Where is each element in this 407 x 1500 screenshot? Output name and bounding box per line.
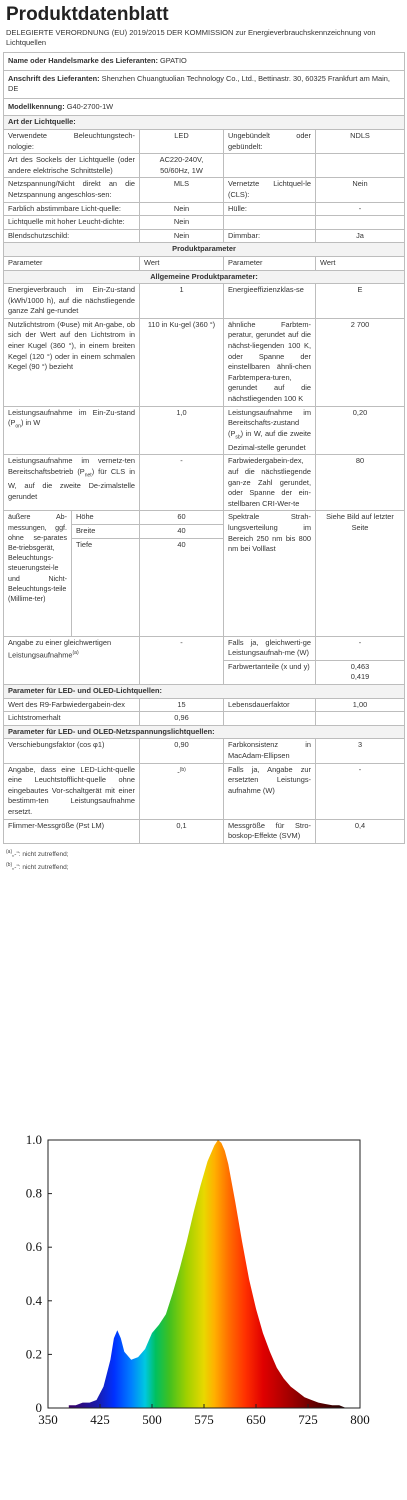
footnote-b: $^{(b)}$„-": nicht zutreffend;	[6, 861, 69, 872]
spd-label: Spektrale Strah-lungsverteilung im Bereich 250 nm bis 800 nm bei Volllast	[224, 511, 316, 636]
equiv-value: -	[140, 636, 224, 684]
r9-value: 15	[140, 698, 224, 712]
efficiency-value: E	[316, 284, 405, 319]
empty-cell	[224, 712, 316, 726]
energy-label: Energieverbrauch im Ein-Zu-stand (kWh/1000 h), auf die nächstliegende ganze Zahl ge-rundet	[4, 284, 140, 319]
svm-label: Messgröße für Stro-boskop-Effekte (SVM)	[224, 819, 316, 843]
spectrum-chart	[0, 1120, 407, 1500]
type-label: Dimmbar:	[224, 229, 316, 243]
y-tick-label: 1.0	[25, 1132, 42, 1147]
general-params-header	[4, 270, 405, 284]
type-label: Vernetzte Lichtquel-le (CLS):	[224, 178, 316, 202]
type-value: -	[316, 202, 405, 216]
type-row	[4, 202, 405, 216]
param-row	[4, 739, 405, 763]
footnotes	[0, 844, 407, 876]
model-row	[4, 98, 405, 116]
param-row	[4, 698, 405, 712]
spectrum-area	[69, 1140, 346, 1408]
y-tick-label: 0.6	[25, 1239, 42, 1255]
flux-label: Nutzlichtstrom (Φuse) mit An-gabe, ob sich der Wert auf den Lichtstrom in einer Kugel (360 °), in einem breiten Kegel (120 °) oder in einem schmalen Kegel (90 °) bezieht	[4, 318, 140, 406]
energy-value: 1	[140, 284, 224, 319]
x-tick-label: 800	[350, 1412, 370, 1427]
macadam-label: Farbkonsistenz in MacAdam-Ellipsen	[224, 739, 316, 763]
flicker-label: Flimmer-Messgröße (Pst LM)	[4, 819, 140, 843]
supplier-address-label: Anschrift des Lieferanten:	[8, 73, 100, 83]
column-header-param: Parameter	[4, 256, 140, 270]
svm-value: 0,4	[316, 819, 405, 843]
param-row	[4, 712, 405, 726]
column-header-param: Parameter	[224, 256, 316, 270]
spectrum-chart-svg	[0, 1120, 407, 1500]
pf-value: 0,90	[140, 739, 224, 763]
type-label: Hülle:	[224, 202, 316, 216]
psb-label: Leistungsaufnahme im Bereitschafts-zustand $(P_{sb})$ in W, auf die zweite Dezimal-stelle gerundet	[224, 406, 316, 455]
equiv-power-value: -	[316, 636, 405, 660]
psb-value: 0,20	[316, 406, 405, 455]
type-value	[316, 154, 405, 178]
param-row	[4, 636, 405, 660]
type-label: Art des Sockels der Lichtquelle (oder andere elektrische Schnittstelle)	[4, 154, 140, 178]
param-row	[4, 284, 405, 319]
type-value: NDLS	[316, 129, 405, 153]
type-value: MLS	[140, 178, 224, 202]
width-label: Breite	[72, 525, 140, 539]
cct-value: 2 700	[316, 318, 405, 406]
led-section-header	[4, 685, 405, 699]
footnote-a: $^{(a)}$„-": nicht zutreffend;	[6, 848, 69, 858]
replace-power-label: Falls ja, Angabe zur ersetzten Leistungs-aufnahme (W)	[224, 763, 316, 819]
led-section-title: Parameter für LED- und OLED-Lichtquellen:	[4, 685, 405, 699]
x-tick-label: 500	[142, 1412, 162, 1427]
general-params-title: Allgemeine Produktparameter:	[4, 270, 405, 284]
flux-value: 110 in Ku-gel (360 °)	[140, 318, 224, 406]
r9-label: Wert des R9-Farbwiedergabein-dex	[4, 698, 140, 712]
pon-value: 1,0	[140, 406, 224, 455]
replace-power-value: -	[316, 763, 405, 819]
type-section-header	[4, 116, 405, 130]
type-row	[4, 154, 405, 178]
life-value: 1,00	[316, 698, 405, 712]
param-row	[4, 455, 405, 511]
x-tick-label: 650	[246, 1412, 266, 1427]
depth-label: Tiefe	[72, 538, 140, 636]
chroma-label: Farbwertanteile (x und y)	[224, 660, 316, 684]
cri-value: 80	[316, 455, 405, 511]
life-label: Lebensdauerfaktor	[224, 698, 316, 712]
type-label: Lichtquelle mit hoher Leucht-dichte:	[4, 216, 140, 230]
type-label: Blendschutzschild:	[4, 229, 140, 243]
type-value: LED	[140, 129, 224, 153]
y-tick-label: 0.8	[25, 1185, 42, 1201]
column-header-value: Wert	[140, 256, 224, 270]
efficiency-label: Energieeffizienzklas-se	[224, 284, 316, 319]
supplier-name-label: Name oder Handelsmarke des Lieferanten:	[8, 56, 158, 65]
empty-cell	[316, 712, 405, 726]
type-value	[316, 216, 405, 230]
type-section-title: Art der Lichtquelle:	[4, 116, 405, 130]
type-row	[4, 216, 405, 230]
equiv-power-label: Falls ja, gleichwerti-ge Leistungsaufnah-me (W)	[224, 636, 316, 660]
pf-label: Verschiebungsfaktor (cos φ1)	[4, 739, 140, 763]
product-params-title: Produktparameter	[4, 243, 405, 257]
pnet-value: -	[140, 455, 224, 511]
type-value: Nein	[316, 178, 405, 202]
x-tick-label: 575	[194, 1412, 214, 1427]
height-value: 60	[140, 511, 224, 525]
type-label	[224, 216, 316, 230]
page-title: Produktdatenblatt	[6, 4, 169, 25]
supplier-name-value: GPATIO	[159, 56, 187, 65]
model-label: Modellkennung:	[8, 101, 65, 111]
type-label	[224, 154, 316, 178]
type-label: Farblich abstimmbare Licht-quelle:	[4, 202, 140, 216]
type-value: Ja	[316, 229, 405, 243]
dims-row	[4, 511, 405, 525]
y-tick-label: 0.2	[25, 1346, 42, 1362]
width-value: 40	[140, 525, 224, 539]
type-row	[4, 178, 405, 202]
mains-section-header	[4, 725, 405, 739]
type-label: Netzspannung/Nicht direkt an die Netzspannung angeschlos-sen:	[4, 178, 140, 202]
model-value: G40-2700-1W	[66, 101, 114, 111]
supplier-name-row	[4, 53, 405, 71]
type-value: AC220-240V, 50/60Hz, 1W	[140, 154, 224, 178]
chroma-value: 0,463 0,419	[316, 660, 405, 684]
dims-label: äußere Ab-messungen, ggf. ohne se-parates Be-triebsgerät, Beleuchtungs-steuerungstei-le und Nicht-Beleuchtungs-teile (Millime-ter)	[4, 511, 72, 636]
maint-label: Lichtstromerhalt	[4, 712, 140, 726]
x-tick-label: 350	[38, 1412, 58, 1427]
param-row	[4, 318, 405, 406]
mains-section-title: Parameter für LED- und OLED-Netzspannungslichtquellen:	[4, 725, 405, 739]
type-value: Nein	[140, 202, 224, 216]
x-tick-label: 725	[298, 1412, 318, 1427]
pnet-label: Leistungsaufnahme im vernetz-ten Bereitschaftsbetrieb $(P_{net})$ für CLS in W, auf die zweite De-zimalstelle gerundet	[4, 455, 140, 511]
type-value: Nein	[140, 216, 224, 230]
column-header-row	[4, 256, 405, 270]
param-row	[4, 763, 405, 819]
pon-label: Leistungsaufnahme im Ein-Zu-stand $(P_{on})$ in W	[4, 406, 140, 455]
product-params-header	[4, 243, 405, 257]
type-label: Ungebündelt oder gebündelt:	[224, 129, 316, 153]
height-label: Höhe	[72, 511, 140, 525]
flicker-value: 0,1	[140, 819, 224, 843]
x-tick-label: 425	[90, 1412, 110, 1427]
depth-value: 40	[140, 538, 224, 636]
maint-value: 0,96	[140, 712, 224, 726]
type-row	[4, 129, 405, 153]
equiv-label: Angabe zu einer gleichwertigen Leistungsaufnahme$^{(a)}$	[4, 636, 140, 684]
cri-label: Farbwiedergabein-dex, auf die nächstliegende gan-ze Zahl gerundet, oder Spanne der ein-stellbaren CRI-Wer-te	[224, 455, 316, 511]
type-value: Nein	[140, 229, 224, 243]
param-row	[4, 819, 405, 843]
supplier-address-row	[4, 70, 405, 98]
supplier-address-value: Shenzhen Chuangtuolian Technology Co., Ltd., Bettinastr. 30, 60325 Frankfurt am Main, DE	[8, 73, 390, 94]
y-tick-label: 0	[35, 1400, 42, 1415]
replace-label: Angabe, dass eine LED-Licht-quelle eine Leuchtstofflicht-quelle ohne eingebautes Vor-schaltgerät mit einer bestimm-ten Leistungsaufnahme ersetzt.	[4, 763, 140, 819]
spd-value: Siehe Bild auf letzter Seite	[316, 511, 405, 636]
regulation-text: DELEGIERTE VERORDNUNG (EU) 2019/2015 DER KOMMISSION zur Energieverbrauchskennzeichnung von Lichtquellen	[6, 28, 376, 47]
datasheet-table	[3, 52, 405, 844]
param-row	[4, 406, 405, 455]
replace-value: -$^{(b)}$	[140, 763, 224, 819]
type-row	[4, 229, 405, 243]
column-header-value: Wert	[316, 256, 405, 270]
type-label: Verwendete Beleuchtungstech-nologie:	[4, 129, 140, 153]
y-tick-label: 0.4	[25, 1292, 42, 1308]
cct-label: ähnliche Farbtem-peratur, gerundet auf die nächst-liegenden 100 K, oder Spanne der einstellbaren ähnli-chen Farbtempera-turen, gerundet auf die nächstliegenden 100 K	[224, 318, 316, 406]
macadam-value: 3	[316, 739, 405, 763]
